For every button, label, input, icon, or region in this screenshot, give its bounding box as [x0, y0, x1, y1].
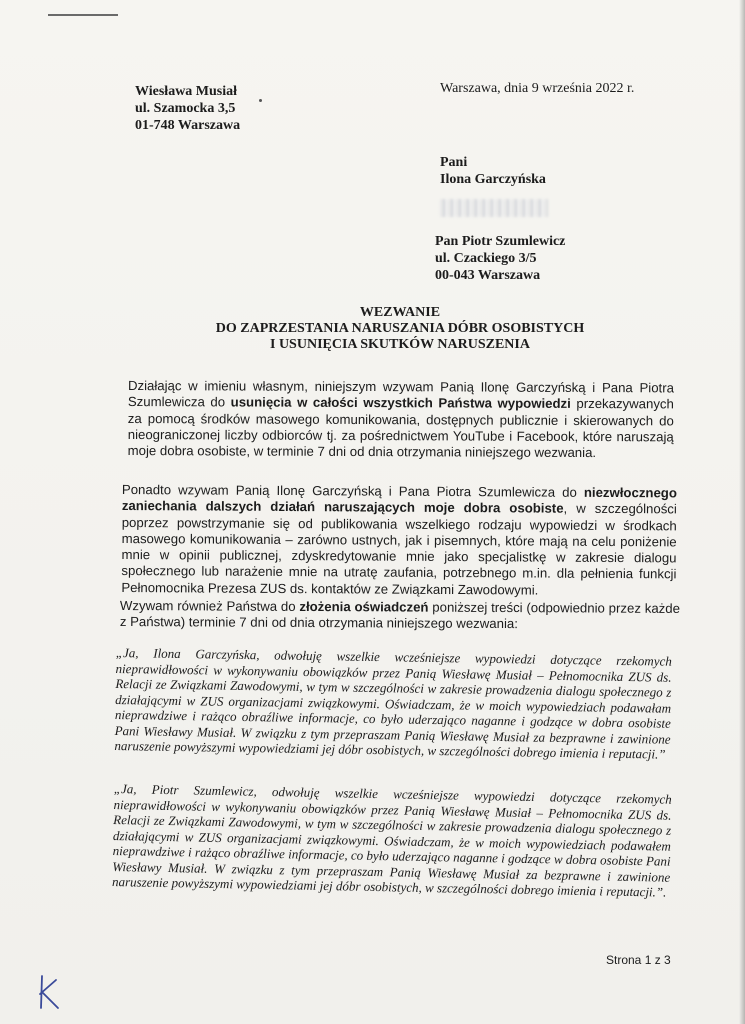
- paragraph-3-text-a: Wzywam również Państwa do: [119, 598, 300, 614]
- title-line-3: I USUNIĘCIA SKUTKÓW NARUSZENIA: [270, 337, 530, 352]
- sender-address: [135, 83, 240, 134]
- statement-quote-2: „Ja, Piotr Szumlewicz, odwołuję wszelkie wcześniejsze wypowiedzi dotyczące rzekomych nieprawidłowości w wykonywaniu obowiązków przez Panią Wiesławę Musiał – Pełnomocnika ZUS ds. Relacji ze Związkami Zawodowymi, w tym w szczególności w zakresie prowadzenia dialogu społecznego z działającymi w ZUS organizacjami związkowymi. Oświadczam, że w moich wypowiedziach podawałem nieprawdziwe i rażąco obraźliwe informacje, co było uderzająco naganne i godzące w dobra osobiste Pani Wiesławy Musiał. W związku z tym przepraszam Panią Wiesławę Musiał za bezprawne i zawinione naruszenie powyższymi wypowiedziami jej dóbr osobistych, w szczególności dobrego imienia i reputacji.”.: [111, 781, 672, 900]
- recipient-2: [435, 233, 565, 284]
- paragraph-3-text-b: poniższej treści (odpowiednio przez każde z Państwa) terminie 7 dni od dnia otrzymania niniejszego wezwania:: [119, 599, 680, 632]
- recipient-2-city: 00-043 Warszawa: [435, 268, 541, 283]
- handwritten-initial-mark: [28, 968, 68, 1014]
- paragraph-2-bold: niezwłocznego zaniechania dalszych działań naruszających moje dobra osobiste: [121, 484, 677, 516]
- sender-name: Wiesława Musiał: [135, 84, 238, 99]
- statement-quote-1: „Ja, Ilona Garczyńska, odwołuję wszelkie wcześniejsze wypowiedzi dotyczące rzekomych nieprawidłowości w wykonywaniu obowiązków przez Panią Wiesławę Musiał – Pełnomocnika ZUS ds. Relacji ze Związkami Zawodowymi, w tym w szczególności w zakresie prowadzenia dialogu społecznego z działającymi w ZUS organizacjami związkowymi. Oświadczam, że w moich wypowiedziach podawałam nieprawdziwe i rażąco obraźliwe informacje, co było uderzająco naganne i godzące w dobra osobiste Pani Wiesławy Musiał. W związku z tym przepraszam Panią Wiesławę Musiał za bezprawne i zawinione naruszenie powyższymi wypowiedziami jej dóbr osobistych, w szczególności dobrego imienia i reputacji.”: [114, 645, 672, 762]
- paragraph-1-text-b: przekazywanych za pomocą środków masowego komunikowania, dostępnych publicznie i skierowanych do nieograniczonej liczby odbiorców tj. za pośrednictwem YouTube i Facebook, które naruszają moje dobra osobiste, w terminie 7 dni od dnia otrzymania niniejszego wezwania.: [127, 396, 674, 461]
- recipient-1-name: Ilona Garczyńska: [440, 172, 546, 187]
- letter-date: Warszawa, dnia 9 września 2022 r.: [440, 81, 635, 96]
- redacted-address: [440, 199, 548, 217]
- paragraph-2-text-b: , w szczególności poprzez powstrzymanie się od publikowania wszelkiego rodzaju wypowiedzi w środkach masowego komunikowania – zarówno ustnych, jak i pisemnych, które mają na celu poniżenie mnie w opinii publicznej, zdyskredytowanie mnie jako specjalistkę w zakresie dialogu społecznego lub narażenie mnie na utratę zaufania, potrzebnego m.in. dla pełnienia funkcji Pełnomocnika Prezesa ZUS ds. kontaktów ze Związkami Zawodowymi.: [121, 500, 677, 598]
- recipient-2-name: Pan Piotr Szumlewicz: [435, 234, 566, 249]
- paragraph-3-bold: złożenia oświadczeń: [299, 598, 429, 615]
- paragraph-3: [120, 598, 680, 634]
- sender-street: ul. Szamocka 3,5: [135, 101, 236, 116]
- paragraph-2: [121, 482, 677, 599]
- title-line-2: DO ZAPRZESTANIA NARUSZANIA DÓBR OSOBISTYCH: [215, 321, 585, 336]
- page-number: Strona 1 z 3: [606, 953, 671, 967]
- paragraph-1: [128, 378, 674, 462]
- ink-dot: [259, 99, 262, 102]
- paragraph-1-text-a: Działając w imieniu własnym, niniejszym wzywam Panią Ilonę Garczyńską i Pana Piotra Szumlewicza do: [127, 378, 674, 410]
- recipient-1-salutation: Pani: [440, 155, 468, 170]
- page-edge-shadow: [739, 0, 745, 1024]
- top-edge-line: [48, 14, 118, 16]
- document-title: [130, 305, 670, 353]
- recipient-1: [440, 154, 546, 188]
- sender-city: 01-748 Warszawa: [135, 118, 241, 133]
- recipient-2-street: ul. Czackiego 3/5: [435, 251, 537, 266]
- paragraph-1-bold: usunięcia w całości wszystkich Państwa wypowiedzi: [230, 394, 571, 412]
- title-line-1: WEZWANIE: [359, 305, 441, 320]
- paragraph-2-text-a: Ponadto wzywam Panią Ilonę Garczyńską i Pana Piotra Szumlewicza do: [121, 482, 584, 500]
